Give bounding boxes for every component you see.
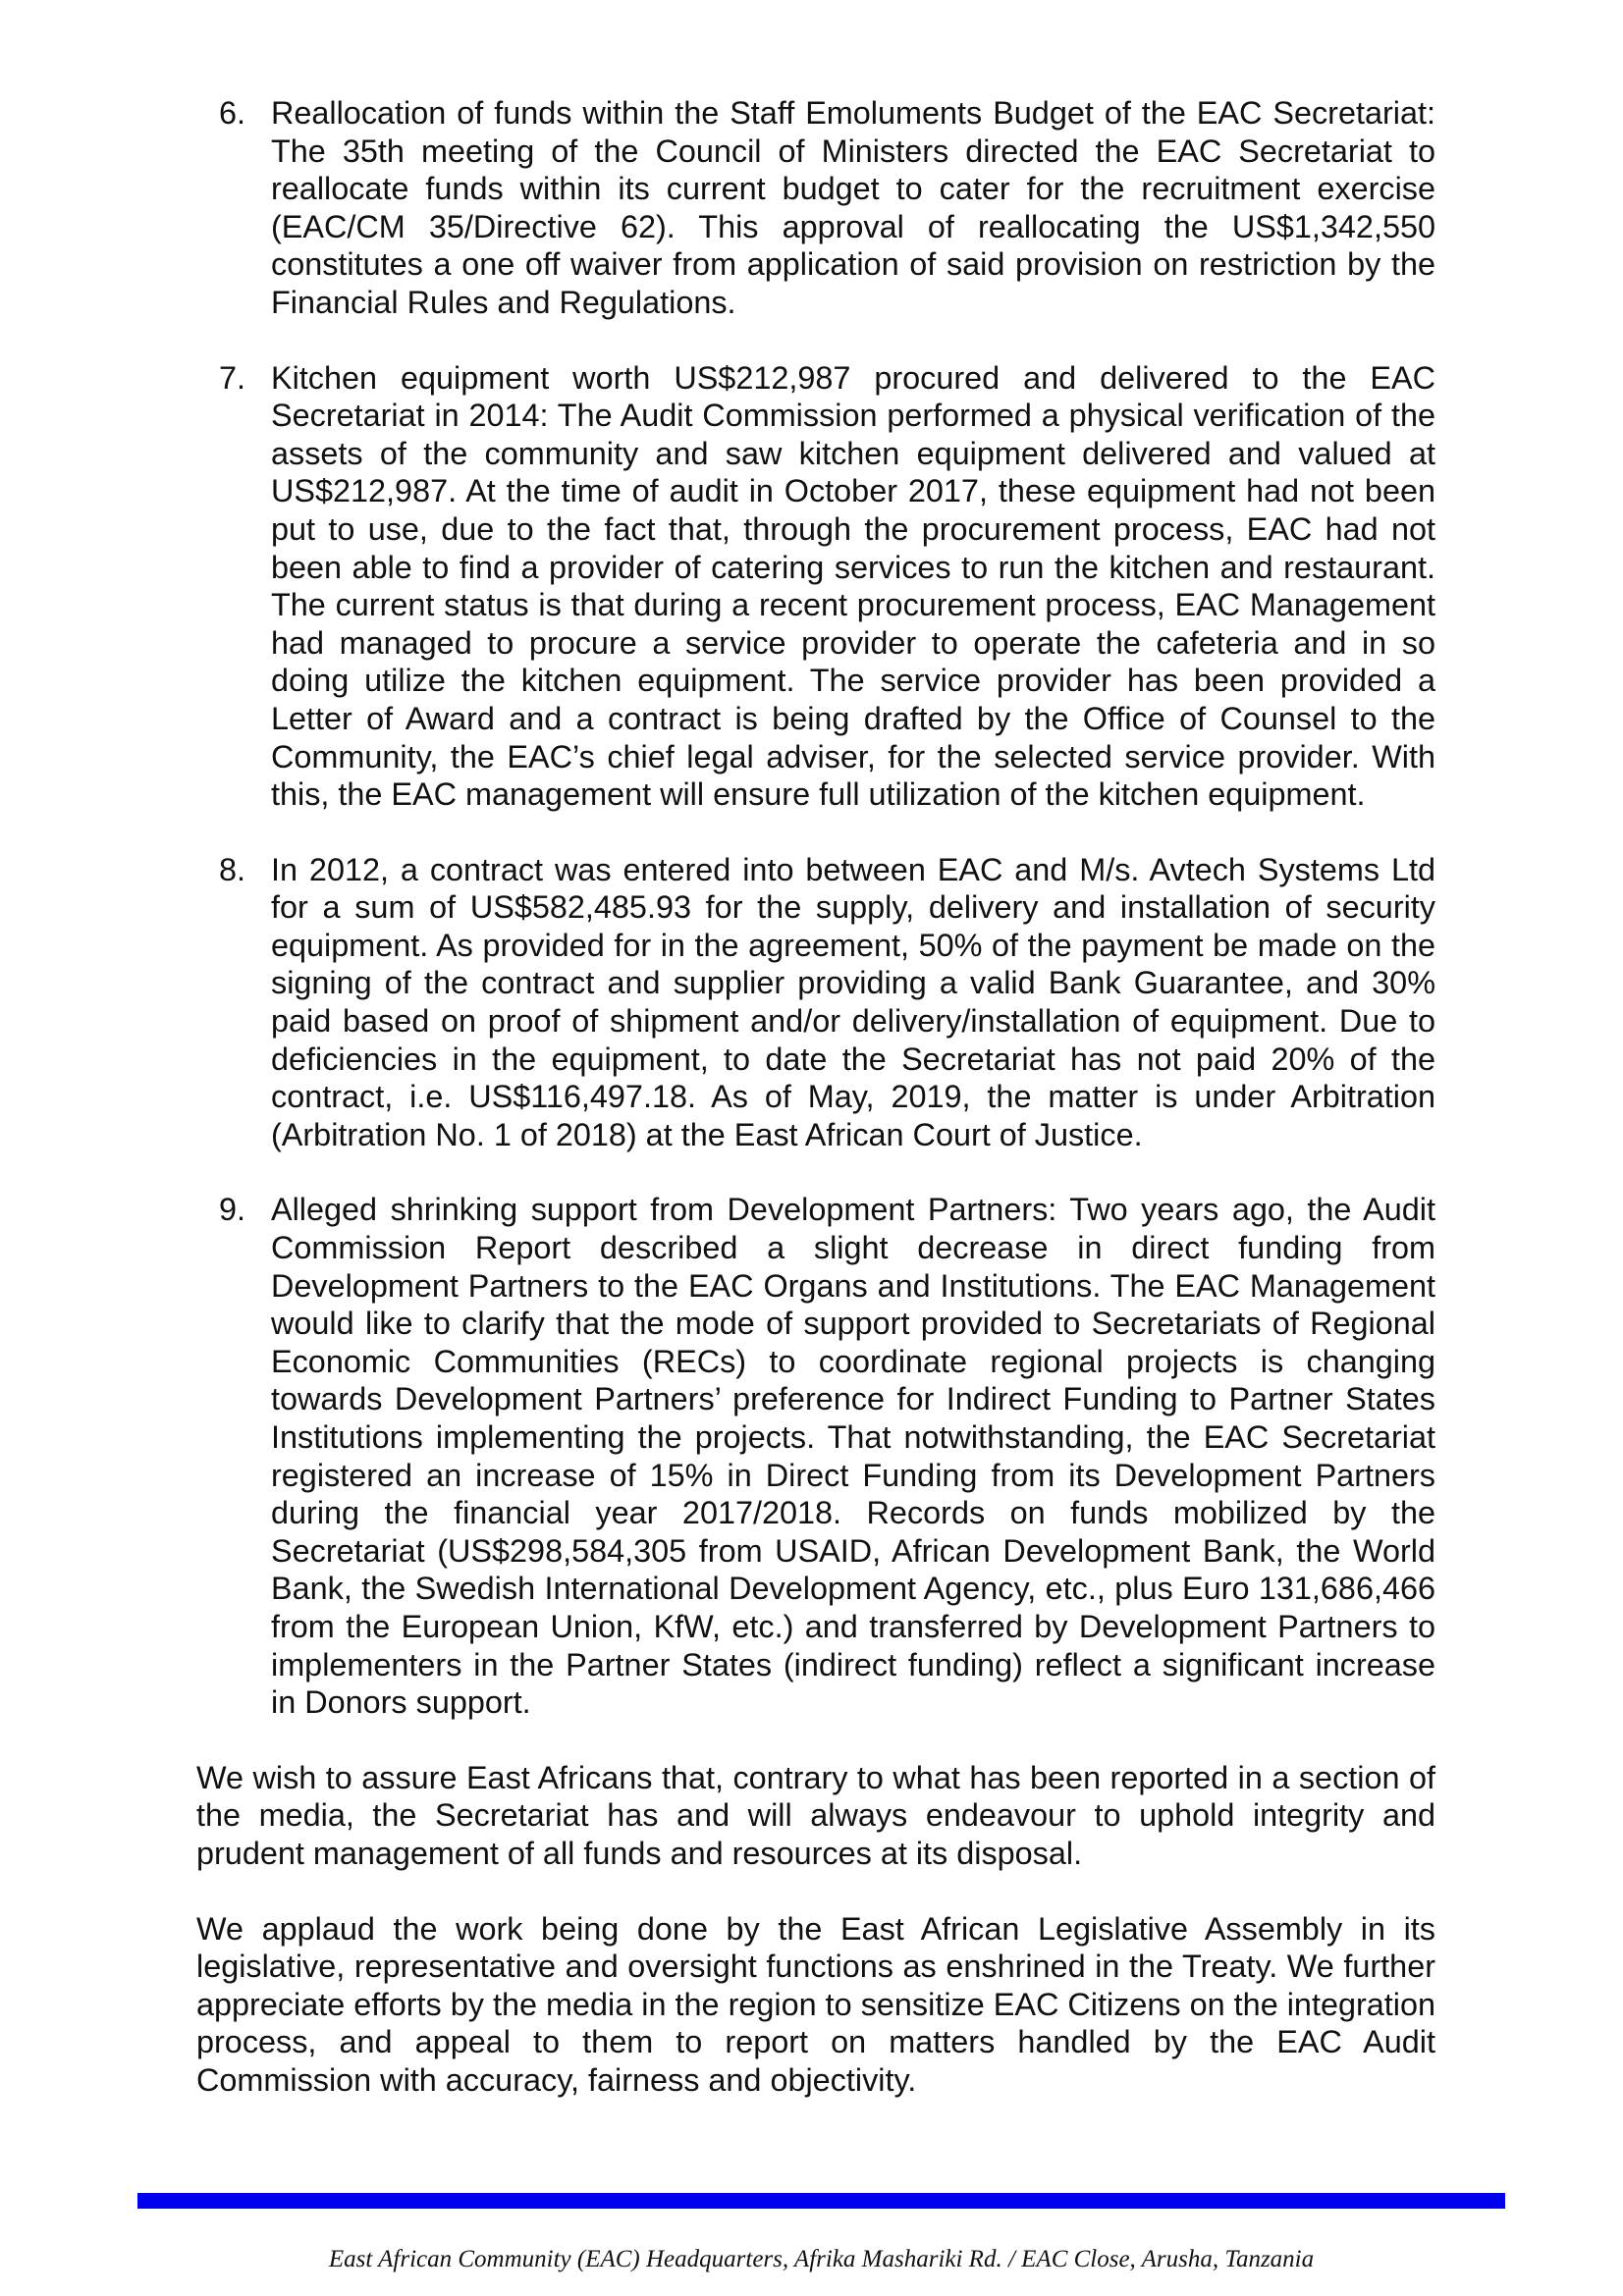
list-item-text: Kitchen equipment worth US$212,987 procured and delivered to the EAC Secretariat in 2014: The Audit Commission performed a physical verification of the assets of the community and saw kitchen equipment delivered and valued at US$212,987. At the time of audit in October 2017, these equipment had not been put to use, due to the fact that, through the procurement process, EAC had not been able to find a provider of catering services to run the kitchen and restaurant. The current status is that during a recent procurement process, EAC Management had managed to procure a service provider to operate the cafeteria and in so doing utilize the kitchen equipment. The service provider has been provided a Letter of Award and a contract is being drafted by the Office of Counsel to the Community, the EAC’s chief legal adviser, for the selected service provider. With this, the EAC management will ensure full utilization of the kitchen equipment. [271,359,1435,813]
list-item [196,359,1435,814]
list-item-number: 7. [219,359,246,396]
list-item-text: Reallocation of funds within the Staff Emoluments Budget of the EAC Secretariat: The 35th meeting of the Council of Ministers directed the EAC Secretariat to reallocate funds within its current budget to cater for the recruitment exercise (EAC/CM 35/Directive 62). This approval of reallocating the US$1,342,550 constitutes a one off waiver from application of said provision on restriction by the Financial Rules and Regulations. [271,95,1435,320]
list-item-text: Alleged shrinking support from Development Partners: Two years ago, the Audit Commission Report described a slight decrease in direct funding from Development Partners to the EAC Organs and Institutions. The EAC Management would like to clarify that the mode of support provided to Secretariats of Regional Economic Communities (RECs) to coordinate regional projects is changing towards Development Partners’ preference for Indirect Funding to Partner States Institutions implementing the projects. That notwithstanding, the EAC Secretariat registered an increase of 15% in Direct Funding from its Development Partners during the financial year 2017/2018. Records on funds mobilized by the Secretariat (US$298,584,305 from USAID, African Development Bank, the World Bank, the Swedish International Development Agency, etc., plus Euro 131,686,466 from the European Union, KfW, etc.) and transferred by Development Partners to implementers in the Partner States (indirect funding) reflect a significant increase in Donors support. [271,1192,1435,1721]
document-body [196,94,1435,2137]
list-item [196,851,1435,1154]
appreciation-paragraph: We applaud the work being done by the East African Legislative Assembly in its legislative, representative and oversight functions as enshrined in the Treaty. We further appreciate efforts by the media in the region to sensitize EAC Citizens on the integration process, and appeal to them to report on matters handled by the EAC Audit Commission with accuracy, fairness and objectivity. [196,1910,1435,2098]
list-item-text: In 2012, a contract was entered into between EAC and M/s. Avtech Systems Ltd for a sum of US$582,485.93 for the supply, delivery and installation of security equipment. As provided for in the agreement, 50% of the payment be made on the signing of the contract and supplier providing a valid Bank Guarantee, and 30% paid based on proof of shipment and/or delivery/installation of equipment. Due to deficiencies in the equipment, to date the Secretariat has not paid 20% of the contract, i.e. US$116,497.18. As of May, 2019, the matter is under Arbitration (Arbitration No. 1 of 2018) at the East African Court of Justice. [271,851,1435,1152]
numbered-list [196,94,1435,1722]
list-item-number: 6. [219,95,246,131]
footer-rule [137,2193,1505,2209]
list-item [196,94,1435,322]
footer-address: East African Community (EAC) Headquarters, Afrika Mashariki Rd. / EAC Close, Arusha, Tanzania [328,2246,1315,2272]
list-item-number: 8. [219,851,246,887]
list-item-number: 9. [219,1192,246,1228]
list-item [196,1191,1435,1721]
assurance-paragraph: We wish to assure East Africans that, contrary to what has been reported in a section of the media, the Secretariat has and will always endeavour to uphold integrity and prudent management of all funds and resources at its disposal. [196,1759,1435,1871]
